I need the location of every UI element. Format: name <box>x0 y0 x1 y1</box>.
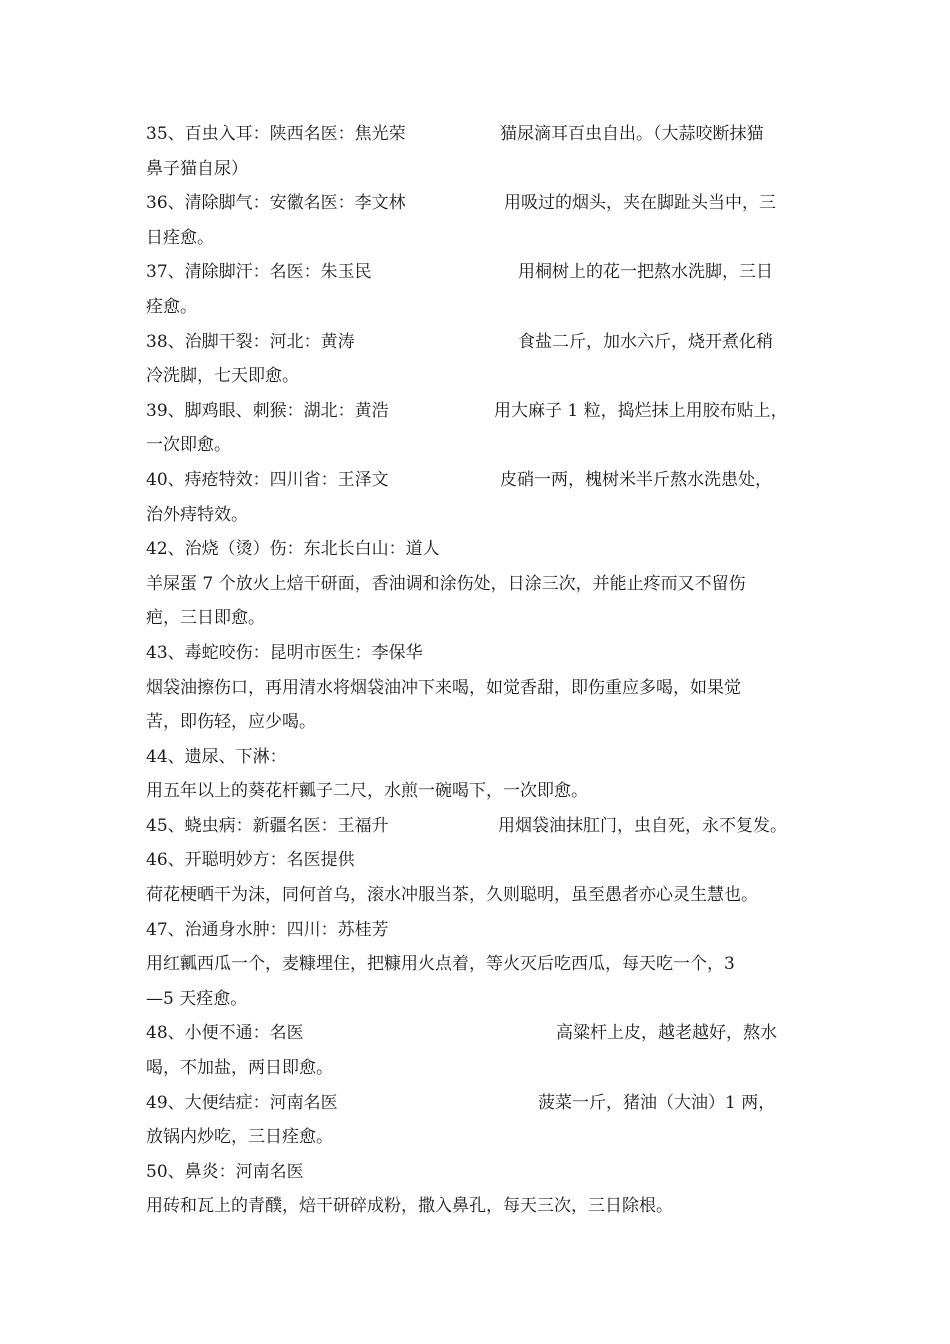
text-line: 用砖和瓦上的青醭，焙干研碎成粉，撒入鼻孔，每天三次，三日除根。 <box>146 1196 673 1217</box>
text-line: 45、蛲虫病：新疆名医：王福升 用烟袋油抹肛门，虫自死，永不复发。 <box>146 815 787 836</box>
text-line: 日痊愈。 <box>146 227 214 248</box>
text-line: 46、开聪明妙方：名医提供 <box>146 850 355 871</box>
text-line: 羊屎蛋 7 个放火上焙干研面，香油调和涂伤处，日涂三次，并能止疼而又不留伤 <box>146 573 746 594</box>
text-line: 用红瓤西瓜一个，麦糠埋住，把糠用火点着，等火灭后吃西瓜，每天吃一个，3 <box>146 954 735 975</box>
text-line: 44、遗尿、下淋： <box>146 746 287 767</box>
text-line: 37、清除脚汗：名医：朱玉民 用桐树上的花一把熬水洗脚，三日 <box>146 262 773 283</box>
text-line: —5 天痊愈。 <box>146 988 248 1009</box>
text-line: 用五年以上的葵花杆瓤子二尺，水煎一碗喝下，一次即愈。 <box>146 781 588 802</box>
document-body <box>146 117 806 1224</box>
text-line: 放锅内炒吃，三日痊愈。 <box>146 1127 333 1148</box>
text-line: 35、百虫入耳：陕西名医：焦光荣 猫尿滴耳百虫自出。（大蒜咬断抹猫 <box>146 124 764 144</box>
text-line: 48、小便不通：名医 高粱杆上皮，越老越好，熬水 <box>146 1023 777 1044</box>
text-line: 39、脚鸡眼、刺猴：湖北：黄浩 用大麻子 1 粒，捣烂抹上用胶布贴上， <box>146 400 788 421</box>
text-line: 疤，三日即愈。 <box>146 608 265 629</box>
text-line: 42、治烧（烫）伤：东北长白山：道人 <box>146 539 440 560</box>
text-line: 43、毒蛇咬伤：昆明市医生：李保华 <box>146 642 423 663</box>
text-line: 40、痔疮特效：四川省：王泽文 皮硝一两，槐树米半斤熬水洗患处， <box>146 469 772 490</box>
text-line: 治外痔特效。 <box>146 504 248 525</box>
text-line: 喝，不加盐，两日即愈。 <box>146 1058 333 1079</box>
text-line: 鼻子猫自尿） <box>146 158 248 179</box>
text-line: 50、鼻炎：河南名医 <box>146 1161 304 1182</box>
text-line: 49、大便结症：河南名医 菠菜一斤，猪油（大油）1 两， <box>146 1092 776 1113</box>
text-line: 38、治脚干裂：河北：黄涛 食盐二斤，加水六斤，烧开煮化稍 <box>146 331 773 352</box>
text-line: 冷洗脚，七天即愈。 <box>146 366 299 387</box>
text-line: 荷花梗晒干为沫，同何首乌，滚水冲服当茶，久则聪明，虽至愚者亦心灵生慧也。 <box>146 885 758 906</box>
text-line: 苦，即伤轻，应少喝。 <box>146 712 316 733</box>
text-line: 痊愈。 <box>146 296 197 317</box>
text-line: 47、治通身水肿：四川：苏桂芳 <box>146 919 389 940</box>
text-line: 烟袋油擦伤口，再用清水将烟袋油冲下来喝，如觉香甜，即伤重应多喝，如果觉 <box>146 677 741 698</box>
text-line: 一次即愈。 <box>146 435 231 456</box>
text-line: 36、清除脚气：安徽名医：李文林 用吸过的烟头，夹在脚趾头当中，三 <box>146 193 776 214</box>
